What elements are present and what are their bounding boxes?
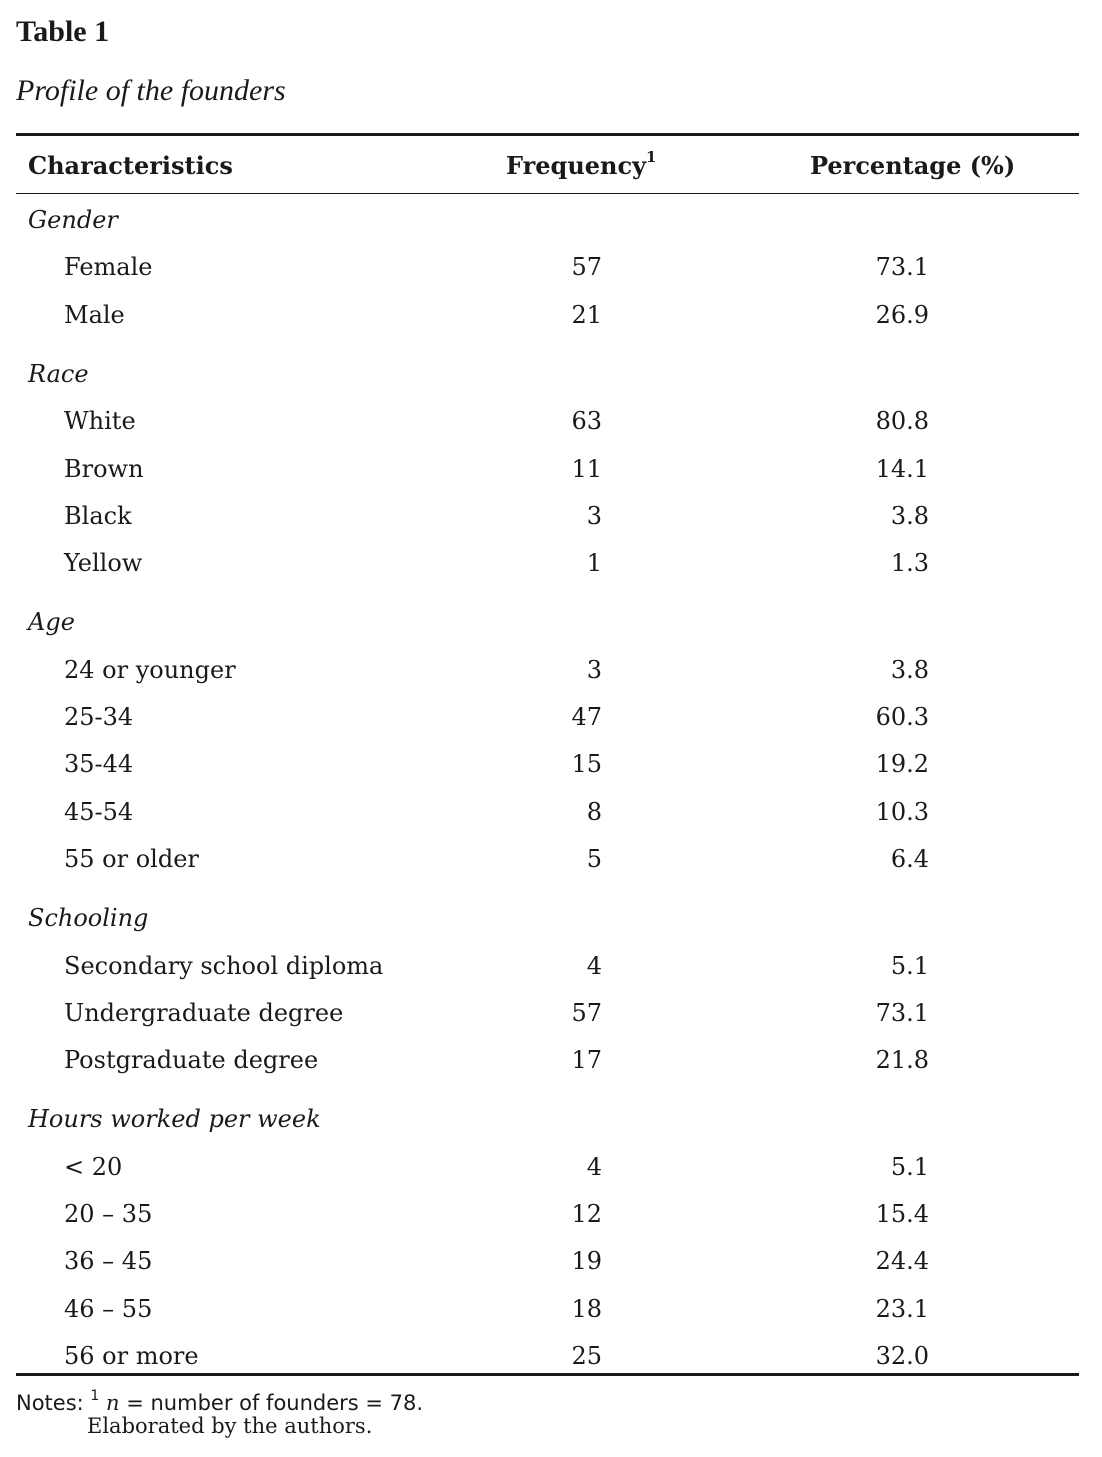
- table-row: [16, 944, 1079, 988]
- row-frequency: 63: [571, 407, 602, 436]
- row-frequency: 19: [571, 1247, 602, 1276]
- row-percentage: 10.3: [875, 797, 929, 826]
- row-label: 25-34: [64, 703, 134, 731]
- row-label: 46 – 55: [64, 1294, 153, 1323]
- table-row: [16, 790, 1079, 834]
- row-frequency: 17: [571, 1046, 602, 1075]
- row-percentage: 5.1: [890, 951, 929, 980]
- row-frequency: 18: [571, 1294, 602, 1323]
- table-header-rule: [16, 193, 1079, 194]
- row-frequency: 15: [571, 750, 602, 779]
- table-title: Profile of the founders: [16, 74, 286, 107]
- row-percentage: 5.1: [890, 1152, 929, 1181]
- row-percentage: 23.1: [875, 1294, 929, 1323]
- row-frequency: 57: [571, 998, 602, 1027]
- table-row: [16, 1287, 1079, 1331]
- row-percentage: 19.2: [875, 750, 929, 779]
- row-label: Postgraduate degree: [64, 1046, 319, 1075]
- row-frequency: 3: [586, 501, 602, 530]
- row-frequency: 21: [571, 300, 602, 329]
- row-percentage: 73.1: [875, 253, 929, 282]
- table-row: [16, 1192, 1079, 1236]
- row-label: Brown: [64, 454, 144, 483]
- row-frequency: 1: [586, 549, 602, 578]
- row-label: Secondary school diploma: [64, 951, 384, 980]
- row-label: Female: [64, 253, 153, 282]
- frequency-header-label: Frequency: [506, 151, 647, 180]
- table-row: [16, 399, 1079, 443]
- table-number: Table 1: [16, 15, 110, 48]
- row-label: 45-54: [64, 797, 134, 826]
- row-label: Male: [64, 300, 125, 329]
- row-percentage: 14.1: [875, 454, 929, 483]
- row-percentage: 3.8: [890, 655, 929, 684]
- row-frequency: 3: [586, 655, 602, 684]
- table-row: [16, 541, 1079, 585]
- row-label: Yellow: [64, 549, 143, 578]
- notes-variable: n: [106, 1391, 120, 1415]
- table-row: [16, 742, 1079, 786]
- category-heading: Race: [28, 359, 89, 388]
- row-percentage: 3.8: [890, 501, 929, 530]
- row-percentage: 24.4: [875, 1247, 929, 1276]
- row-label: 20 – 35: [64, 1200, 153, 1228]
- table-row: [16, 1239, 1079, 1283]
- row-label: 55 or older: [64, 844, 199, 873]
- column-header-frequency: [506, 146, 656, 186]
- table-row: [16, 494, 1079, 538]
- table-row: [16, 293, 1079, 337]
- notes-text: = number of founders = 78.: [119, 1391, 424, 1415]
- table-bottom-rule: [16, 1373, 1079, 1376]
- category-heading: Hours worked per week: [28, 1105, 321, 1134]
- row-label: 36 – 45: [64, 1247, 153, 1276]
- row-percentage: 15.4: [875, 1200, 929, 1228]
- row-percentage: 21.8: [875, 1046, 929, 1075]
- row-frequency: 12: [571, 1200, 602, 1228]
- notes-prefix: Notes:: [16, 1391, 91, 1415]
- category-heading: Age: [28, 608, 75, 637]
- row-frequency: 8: [586, 797, 602, 826]
- table-row: [16, 1334, 1079, 1378]
- column-header-percentage: Percentage (%): [810, 151, 1016, 180]
- row-label: 24 or younger: [64, 655, 236, 684]
- row-percentage: 26.9: [875, 300, 929, 329]
- column-header-characteristics: Characteristics: [28, 151, 233, 180]
- row-label: 56 or more: [64, 1341, 199, 1370]
- row-frequency: 5: [586, 844, 602, 873]
- row-frequency: 57: [571, 253, 602, 282]
- row-percentage: 32.0: [875, 1341, 929, 1370]
- table-row: [16, 245, 1079, 289]
- table-row: [16, 837, 1079, 881]
- table-top-rule: [16, 133, 1079, 136]
- row-frequency: 25: [571, 1341, 602, 1370]
- row-percentage: 73.1: [875, 998, 929, 1027]
- table-row: [16, 1038, 1079, 1082]
- table-row: [16, 1145, 1079, 1189]
- row-label: 35-44: [64, 750, 134, 779]
- row-percentage: 6.4: [890, 844, 929, 873]
- row-frequency: 4: [586, 1152, 602, 1181]
- row-label: White: [64, 407, 136, 436]
- category-heading: Gender: [28, 206, 118, 234]
- notes-footnote-marker: 1: [90, 1388, 100, 1404]
- category-heading: Schooling: [28, 904, 149, 933]
- row-label: Undergraduate degree: [64, 998, 344, 1027]
- row-percentage: 80.8: [875, 407, 929, 436]
- row-label: < 20: [64, 1152, 123, 1181]
- row-frequency: 47: [571, 703, 602, 731]
- notes-credit: Elaborated by the authors.: [87, 1414, 373, 1438]
- row-frequency: 11: [571, 454, 602, 483]
- row-label: Black: [64, 501, 132, 530]
- row-percentage: 60.3: [875, 703, 929, 731]
- row-percentage: 1.3: [890, 549, 929, 578]
- row-frequency: 4: [586, 951, 602, 980]
- table-row: [16, 991, 1079, 1035]
- table-row: [16, 648, 1079, 692]
- frequency-footnote-marker: 1: [646, 148, 657, 166]
- table-row: [16, 447, 1079, 491]
- table-row: [16, 695, 1079, 739]
